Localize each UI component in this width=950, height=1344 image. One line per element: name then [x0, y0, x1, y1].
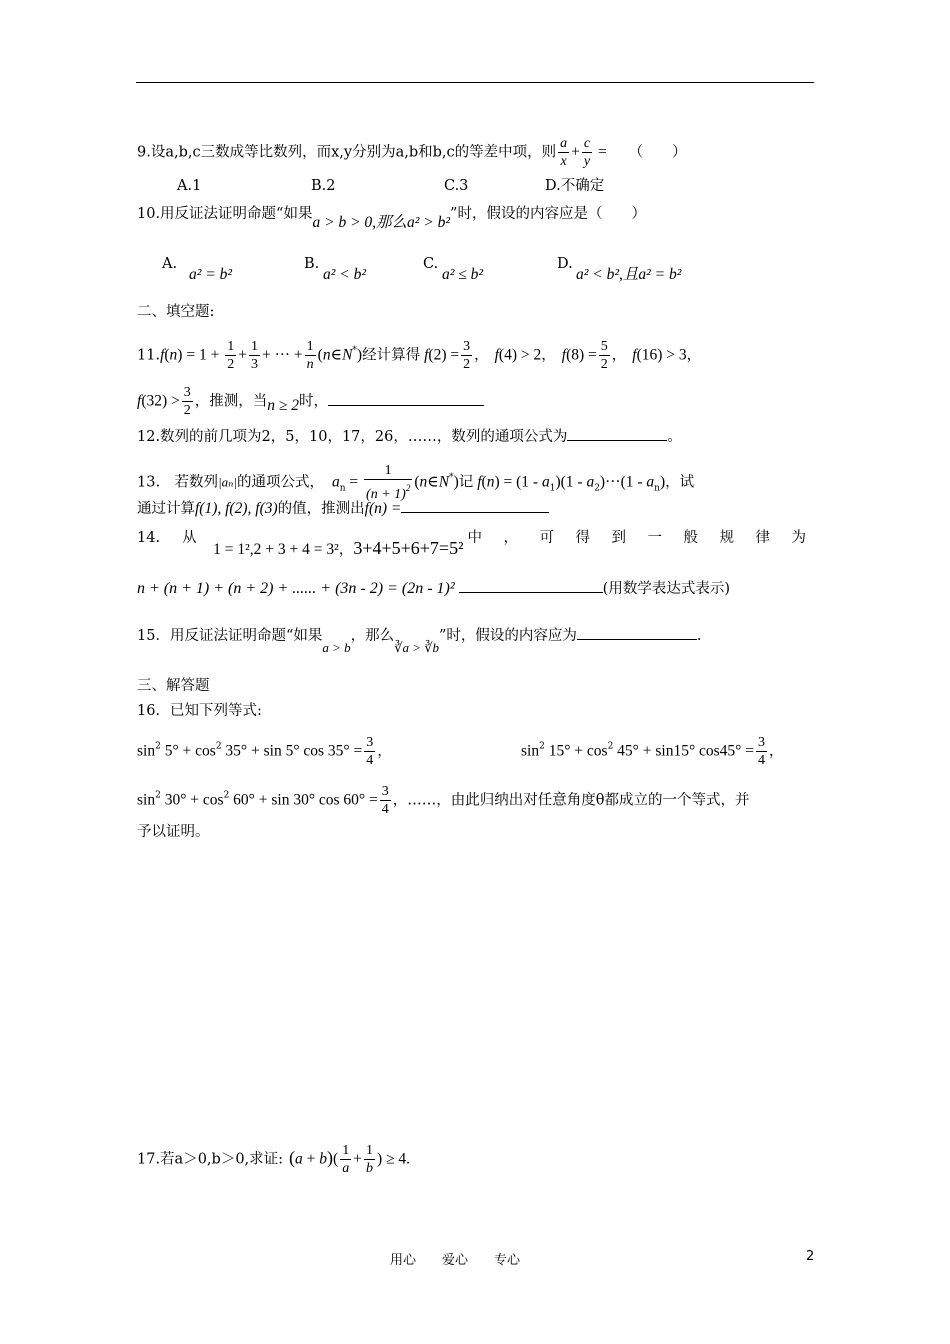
question-11-line-2: f(32) > $\frac{3}{2}$ ，推测，当n ≥ 2时，	[137, 384, 484, 419]
q16-equation-1: $\sin^2 5^\circ + \cos^2 35^\circ + \sin 5^\circ$ cos 35° = $\frac{3}{4}$ ，	[137, 735, 392, 768]
q12-answer-blank[interactable]	[567, 426, 667, 441]
q9-option-b: B.2	[311, 178, 336, 194]
q10-option-d: a² < b²,且a² = b²	[576, 266, 682, 283]
q15-answer-blank[interactable]	[577, 625, 697, 640]
q10-option-d-label: D.	[557, 256, 573, 272]
q11-answer-blank[interactable]	[328, 391, 484, 406]
section-3-heading: 三、解答题	[137, 678, 210, 694]
question-16: 16．已知下列等式:	[137, 703, 262, 719]
question-10	[137, 204, 646, 231]
q9-frac-c-y: $\frac{c}{y}$	[583, 136, 591, 169]
question-14-line-2: n + (n + 1) + (n + 2) + ...... + (3n - 2) = (2n - 1)² (用数学表达式表示)	[137, 580, 730, 597]
q9-text: 9.设a,b,c三数成等比数列，而x,y分别为a,b和b,c的等差中项，则	[137, 144, 557, 161]
q9-option-d: D.不确定	[545, 178, 605, 194]
q10-condition: a > b > 0,那么a² > b²	[312, 214, 451, 231]
header-rule	[136, 82, 814, 83]
q9-option-c: C.3	[444, 178, 469, 194]
page-number: 2	[806, 1249, 815, 1264]
q16-equation-3: $\sin^2 30^\circ + \cos^2 60^\circ + \sin 30^\circ$ cos 60° = $\frac{3}{4}$ ，……，由此归纳出对任意角度θ都成立的一个等式，并	[137, 784, 750, 817]
question-14: 14. 从 1 = 1²,2 + 3 + 4 = 3²，3+4+5+6+7=5² 中，可得到一般规律为	[137, 530, 828, 558]
q14-answer-blank[interactable]	[459, 578, 603, 593]
q14-eq-1: 1 = 1²,2 + 3 + 4 = 3²	[213, 541, 339, 558]
q16-equation-2: $\sin^2 15^\circ + \cos^2 45^\circ + \sin 15^\circ$ cos45° = $\frac{3}{4}$ ，	[521, 735, 784, 768]
q14-eq-2: 3+4+5+6+7=5²	[353, 538, 464, 558]
question-9: 9.设a,b,c三数成等比数列，而x,y分别为a,b和b,c的等差中项，则 $\frac{a}{x}$ + $\frac{c}{y}$ = （ ）	[137, 136, 687, 169]
q10-option-b-label: B.	[304, 256, 320, 272]
q9-frac-a-x: $\frac{a}{x}$	[560, 136, 568, 169]
q13-answer-blank[interactable]	[401, 498, 549, 513]
q10-option-c-label: C.	[423, 256, 439, 272]
q9-paren: （ ）	[628, 144, 687, 161]
question-13: 13. 若数列|aₙ|的通项公式， $a_n$ = $\frac{1}{(n + 1)^2}$ (n∈N*)记 $f(n) = (1 - a_1)(1 - a_2)\cdot\cdot\cdot(1 - a_n)$，试	[137, 463, 695, 502]
q14-formula: n + (n + 1) + (n + 2) + ...... + (3n - 2) = (2n - 1)²	[137, 580, 455, 597]
question-12: 12.数列的前几项为2，5，10，17，26，……，数列的通项公式为 。	[137, 426, 682, 447]
question-11: 11.f(n) = 1 + $\frac{1}{2}$ + $\frac{1}{3}$ + ··· + $\frac{1}{n}$ (n∈N*)经计算得 f(2) = $\frac{3}{2}$ ， f(4) > 2， f(8) = $\frac{5}{2}$ ， f(16) > 3，	[137, 339, 702, 372]
q10-option-c: a² ≤ b²	[442, 266, 484, 283]
section-2-heading: 二、填空题:	[137, 304, 215, 320]
question-17: 17.若a＞0,b＞0,求证: (a + b)( $\frac{1}{a}$ + $\frac{1}{b}$ ) ≥ 4.	[137, 1143, 411, 1176]
q10-option-b: a² < b²	[323, 266, 367, 283]
q9-option-a: A.1	[177, 178, 202, 194]
question-15: 15．用反证法证明命题“如果a > b，那么∛a > ∛b”时，假设的内容应为 .	[137, 625, 702, 646]
q16-line-4: 予以证明。	[137, 824, 210, 840]
q10-option-a: a² = b²	[189, 266, 233, 283]
q10-option-a-label: A.	[162, 256, 178, 272]
question-13-line-2: 通过计算f(1), f(2), f(3)的值，推测出f(n) =	[137, 498, 549, 519]
footer-motto: 用心 爱心 专心	[390, 1253, 521, 1268]
q10-text-a: 10.用反证法证明命题“如果	[137, 206, 313, 222]
q10-text-b: ”时，假设的内容应是（ ）	[450, 206, 646, 222]
